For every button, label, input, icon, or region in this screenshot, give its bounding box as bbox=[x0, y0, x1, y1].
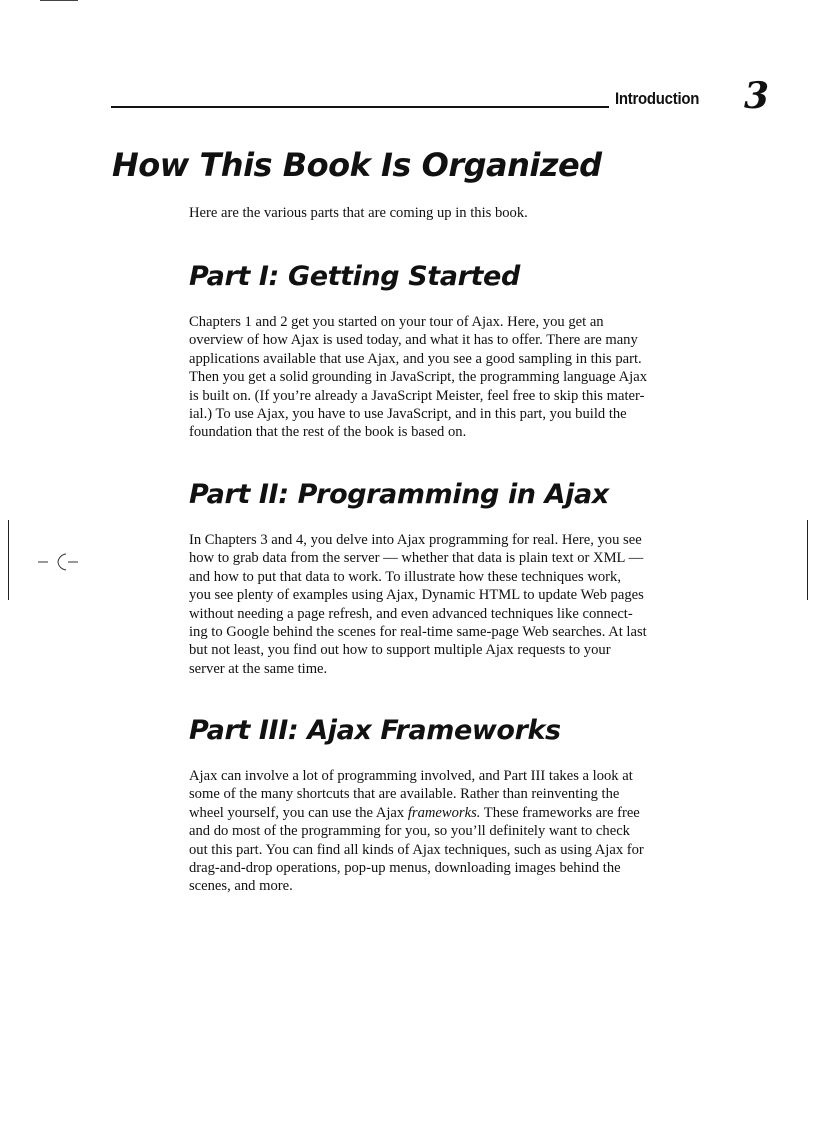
text-line: In Chapters 3 and 4, you delve into Ajax programming for real. Here, you see bbox=[189, 532, 642, 548]
text-fragment: wheel yourself, you can use the Ajax bbox=[189, 804, 408, 821]
running-title: Introduction bbox=[615, 89, 700, 108]
text-line: without needing a page refresh, and even advanced techniques like connect- bbox=[189, 605, 633, 622]
intro-paragraph bbox=[189, 204, 719, 222]
header-rule bbox=[111, 106, 609, 108]
text-line: Then you get a solid grounding in JavaScript, the programming language Ajax bbox=[189, 369, 647, 386]
text-line: and how to put that data to work. To illustrate how these techniques work, bbox=[189, 568, 621, 585]
text-line: foundation that the rest of the book is based on. bbox=[189, 424, 467, 441]
section-heading-part-3: Part III: Ajax Frameworks bbox=[189, 715, 561, 746]
section-paragraph-part-1 bbox=[189, 313, 719, 442]
emphasized-term: frameworks. bbox=[407, 804, 481, 821]
page-number: 3 bbox=[744, 75, 770, 117]
text-line: you see plenty of examples using Ajax, Dynamic HTML to update Web pages bbox=[189, 587, 644, 604]
text-line: ial.) To use Ajax, you have to use JavaScript, and in this part, you build the bbox=[189, 406, 627, 423]
registration-mark-icon bbox=[34, 548, 82, 576]
text-line: but not least, you find out how to support multiple Ajax requests to your bbox=[189, 642, 611, 659]
section-heading-part-2: Part II: Programming in Ajax bbox=[189, 479, 609, 510]
text-line: overview of how Ajax is used today, and what it has to offer. There are many bbox=[189, 332, 638, 349]
section-heading-part-1: Part I: Getting Started bbox=[189, 261, 520, 292]
text-line: some of the many shortcuts that are available. Rather than reinventing the bbox=[189, 786, 620, 803]
text-line: applications available that use Ajax, and you see a good sampling in this part. bbox=[189, 350, 642, 367]
left-edge-line bbox=[8, 520, 9, 600]
text-line: server at the same time. bbox=[189, 660, 328, 677]
section-paragraph-part-3 bbox=[189, 767, 719, 896]
text-line-with-emphasis bbox=[189, 804, 719, 822]
text-line: drag-and-drop operations, pop-up menus, downloading images behind the bbox=[189, 860, 621, 877]
text-line: Chapters 1 and 2 get you started on your tour of Ajax. Here, you get an bbox=[189, 314, 604, 330]
text-line: Here are the various parts that are coming up in this book. bbox=[189, 205, 528, 221]
text-line: ing to Google behind the scenes for real-time same-page Web searches. At last bbox=[189, 624, 647, 641]
text-line: Ajax can involve a lot of programming involved, and Part III takes a look at bbox=[189, 768, 633, 784]
text-line: out this part. You can find all kinds of Ajax techniques, such as using Ajax for bbox=[189, 841, 644, 858]
text-fragment: These frameworks are free bbox=[480, 804, 640, 821]
chapter-heading: How This Book Is Organized bbox=[112, 146, 602, 184]
text-line: and do most of the programming for you, so you’ll definitely want to check bbox=[189, 823, 630, 840]
crop-mark-top bbox=[40, 0, 78, 1]
text-line: how to grab data from the server — whether that data is plain text or XML — bbox=[189, 550, 644, 567]
text-line: scenes, and more. bbox=[189, 878, 293, 895]
right-edge-line bbox=[807, 520, 808, 600]
section-paragraph-part-2 bbox=[189, 531, 719, 678]
text-line: is built on. (If you’re already a JavaScript Meister, feel free to skip this mater- bbox=[189, 387, 645, 404]
